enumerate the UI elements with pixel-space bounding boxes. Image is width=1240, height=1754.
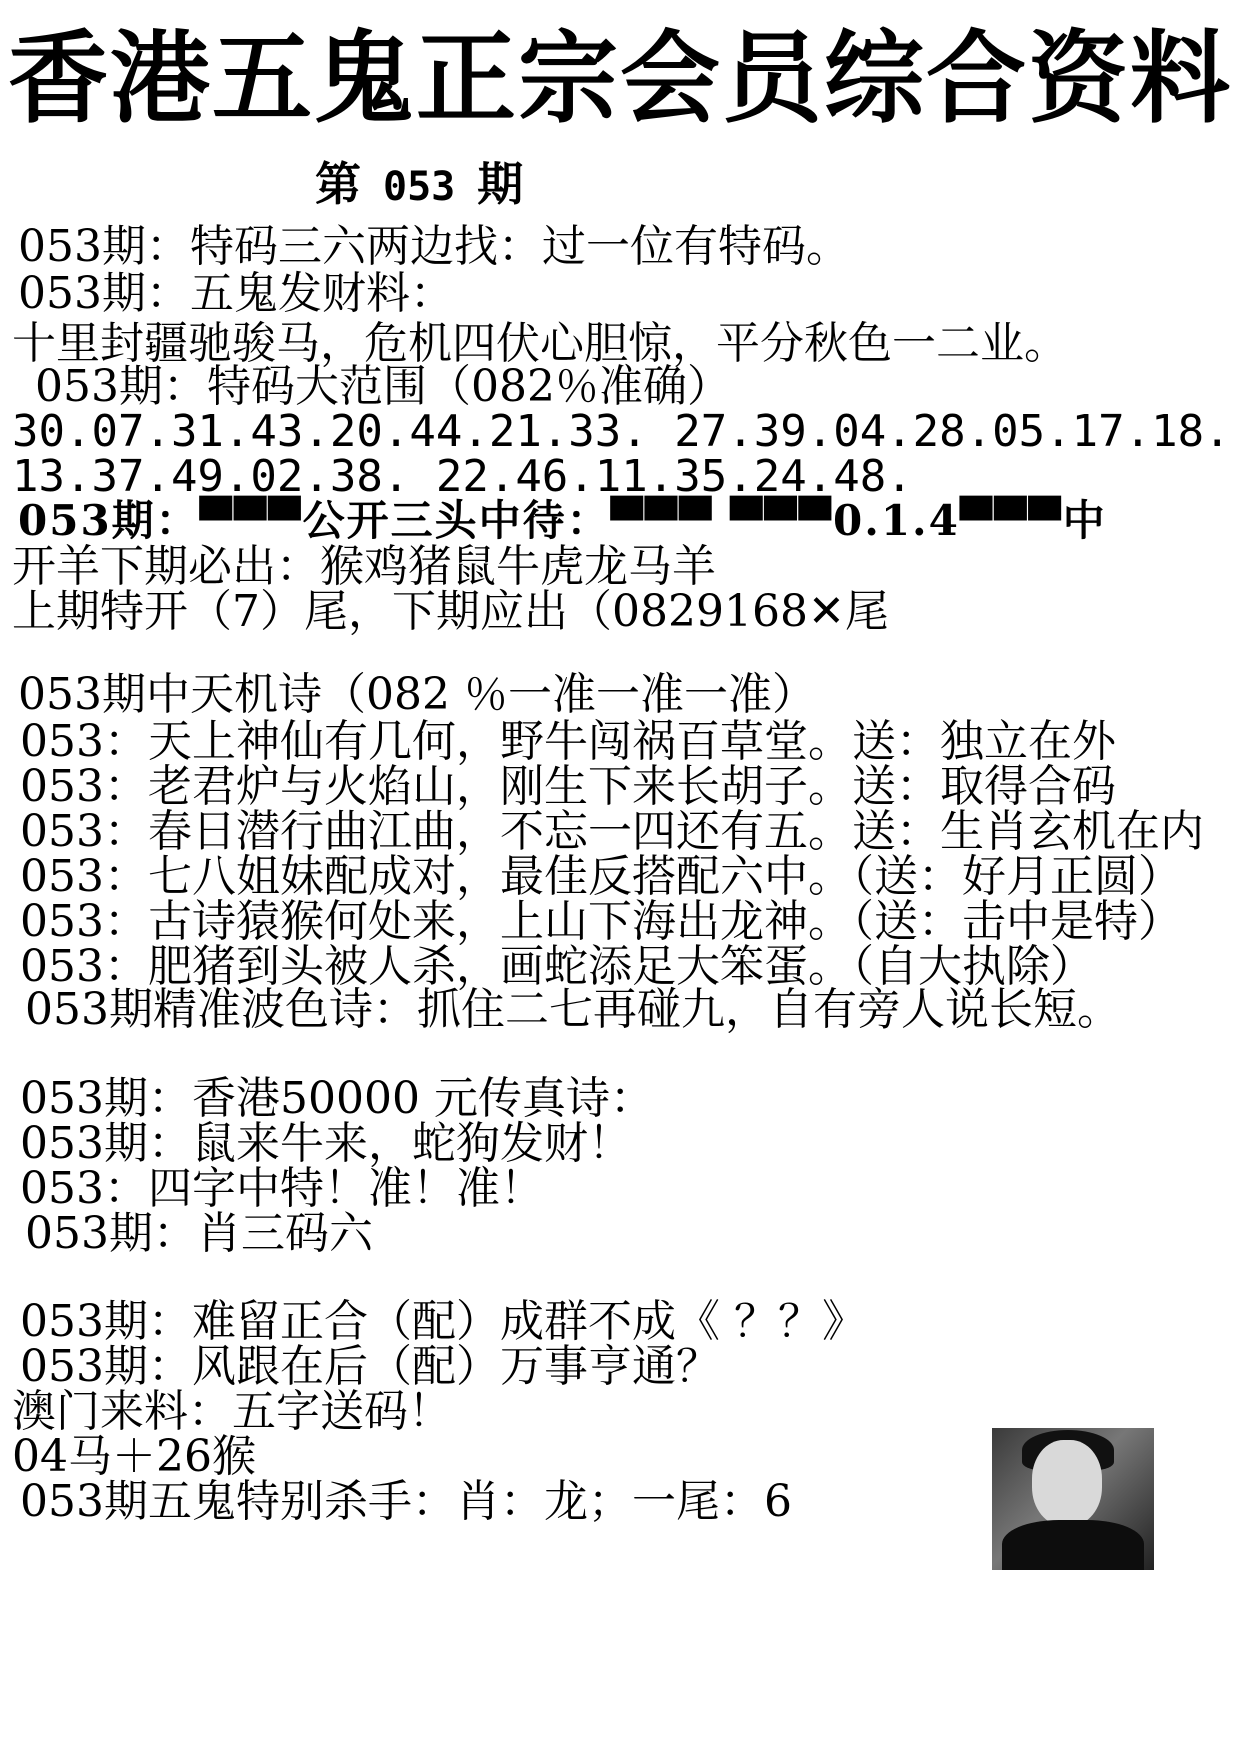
text-line: 053期精准波色诗：抓住二七再碰九，自有旁人说长短。 (25, 984, 1121, 1035)
text-line: 053期：肖三码六 (25, 1208, 373, 1259)
text-line: 开羊下期必出：猴鸡猪鼠牛虎龙马羊 (12, 541, 716, 592)
issue-number (315, 148, 545, 214)
poem-line: 053：肥猪到头被人杀，画蛇添足大笨蛋。（自大执除） (20, 941, 1094, 992)
text-line: 053期：五鬼发财料： (18, 268, 454, 319)
issue-value: 053 (383, 164, 456, 210)
text-line: 上期特开（7）尾，下期应出（0829168✕尾 (12, 586, 889, 637)
issue-suffix: 期 (477, 157, 524, 211)
poem-line: 053：老君炉与火焰山，刚生下来长胡子。送：取得合码 (20, 761, 1116, 812)
number-list: 13.37.49.02.38. 22.46.11.35.24.48. (12, 451, 913, 502)
photo-coat (1002, 1520, 1144, 1570)
number-list: 30.07.31.43.20.44.21.33. 27.39.04.28.05.17.18. (12, 406, 1231, 457)
photo-face (1032, 1440, 1102, 1526)
portrait-photo (992, 1428, 1154, 1570)
poem-line: 053：春日潜行曲江曲，不忘一四还有五。送：生肖玄机在内 (20, 806, 1204, 857)
text-line: 053期：鼠来牛来，蛇狗发财！ (20, 1118, 632, 1169)
text-line: 053期：香港50000 元传真诗： (20, 1073, 654, 1124)
poem-line: 053：古诗猿猴何处来，上山下海出龙神。（送：击中是特） (20, 896, 1182, 947)
text-line: 澳门来料：五字送码！ (12, 1386, 452, 1437)
issue-prefix: 第 (315, 157, 361, 211)
text-line: 053：四字中特！准！准！ (20, 1163, 544, 1214)
poem-line: 053：天上神仙有几何，野牛闯祸百草堂。送：独立在外 (20, 716, 1116, 767)
text-line: 053期五鬼特别杀手：肖：龙；一尾：6 (20, 1476, 792, 1527)
section-heading: 053期中天机诗（082 ％一准一准一准） (18, 669, 816, 720)
text-line: 053期：风跟在后（配）万事亨通？ (20, 1341, 720, 1392)
text-line: 053期：难留正合（配）成群不成《 ？？》 (20, 1296, 866, 1347)
poem-line: 053：七八姐妹配成对，最佳反搭配六中。（送：好月正圆） (20, 851, 1182, 902)
text-line: 053期：▀▀▀公开三头中待：▀▀▀ ▀▀▀0.1.4▀▀▀中 (18, 496, 1107, 545)
text-line: 053期：特码大范围（082％准确） (35, 361, 731, 412)
text-line: 04马＋26猴 (12, 1431, 256, 1482)
text-line: 053期：特码三六两边找：过一位有特码。 (18, 221, 850, 272)
text-line: 十里封疆驰骏马，危机四伏心胆惊，平分秋色一二业。 (12, 318, 1068, 369)
page-title: 香港五鬼正宗会员综合资料 (8, 19, 1232, 137)
